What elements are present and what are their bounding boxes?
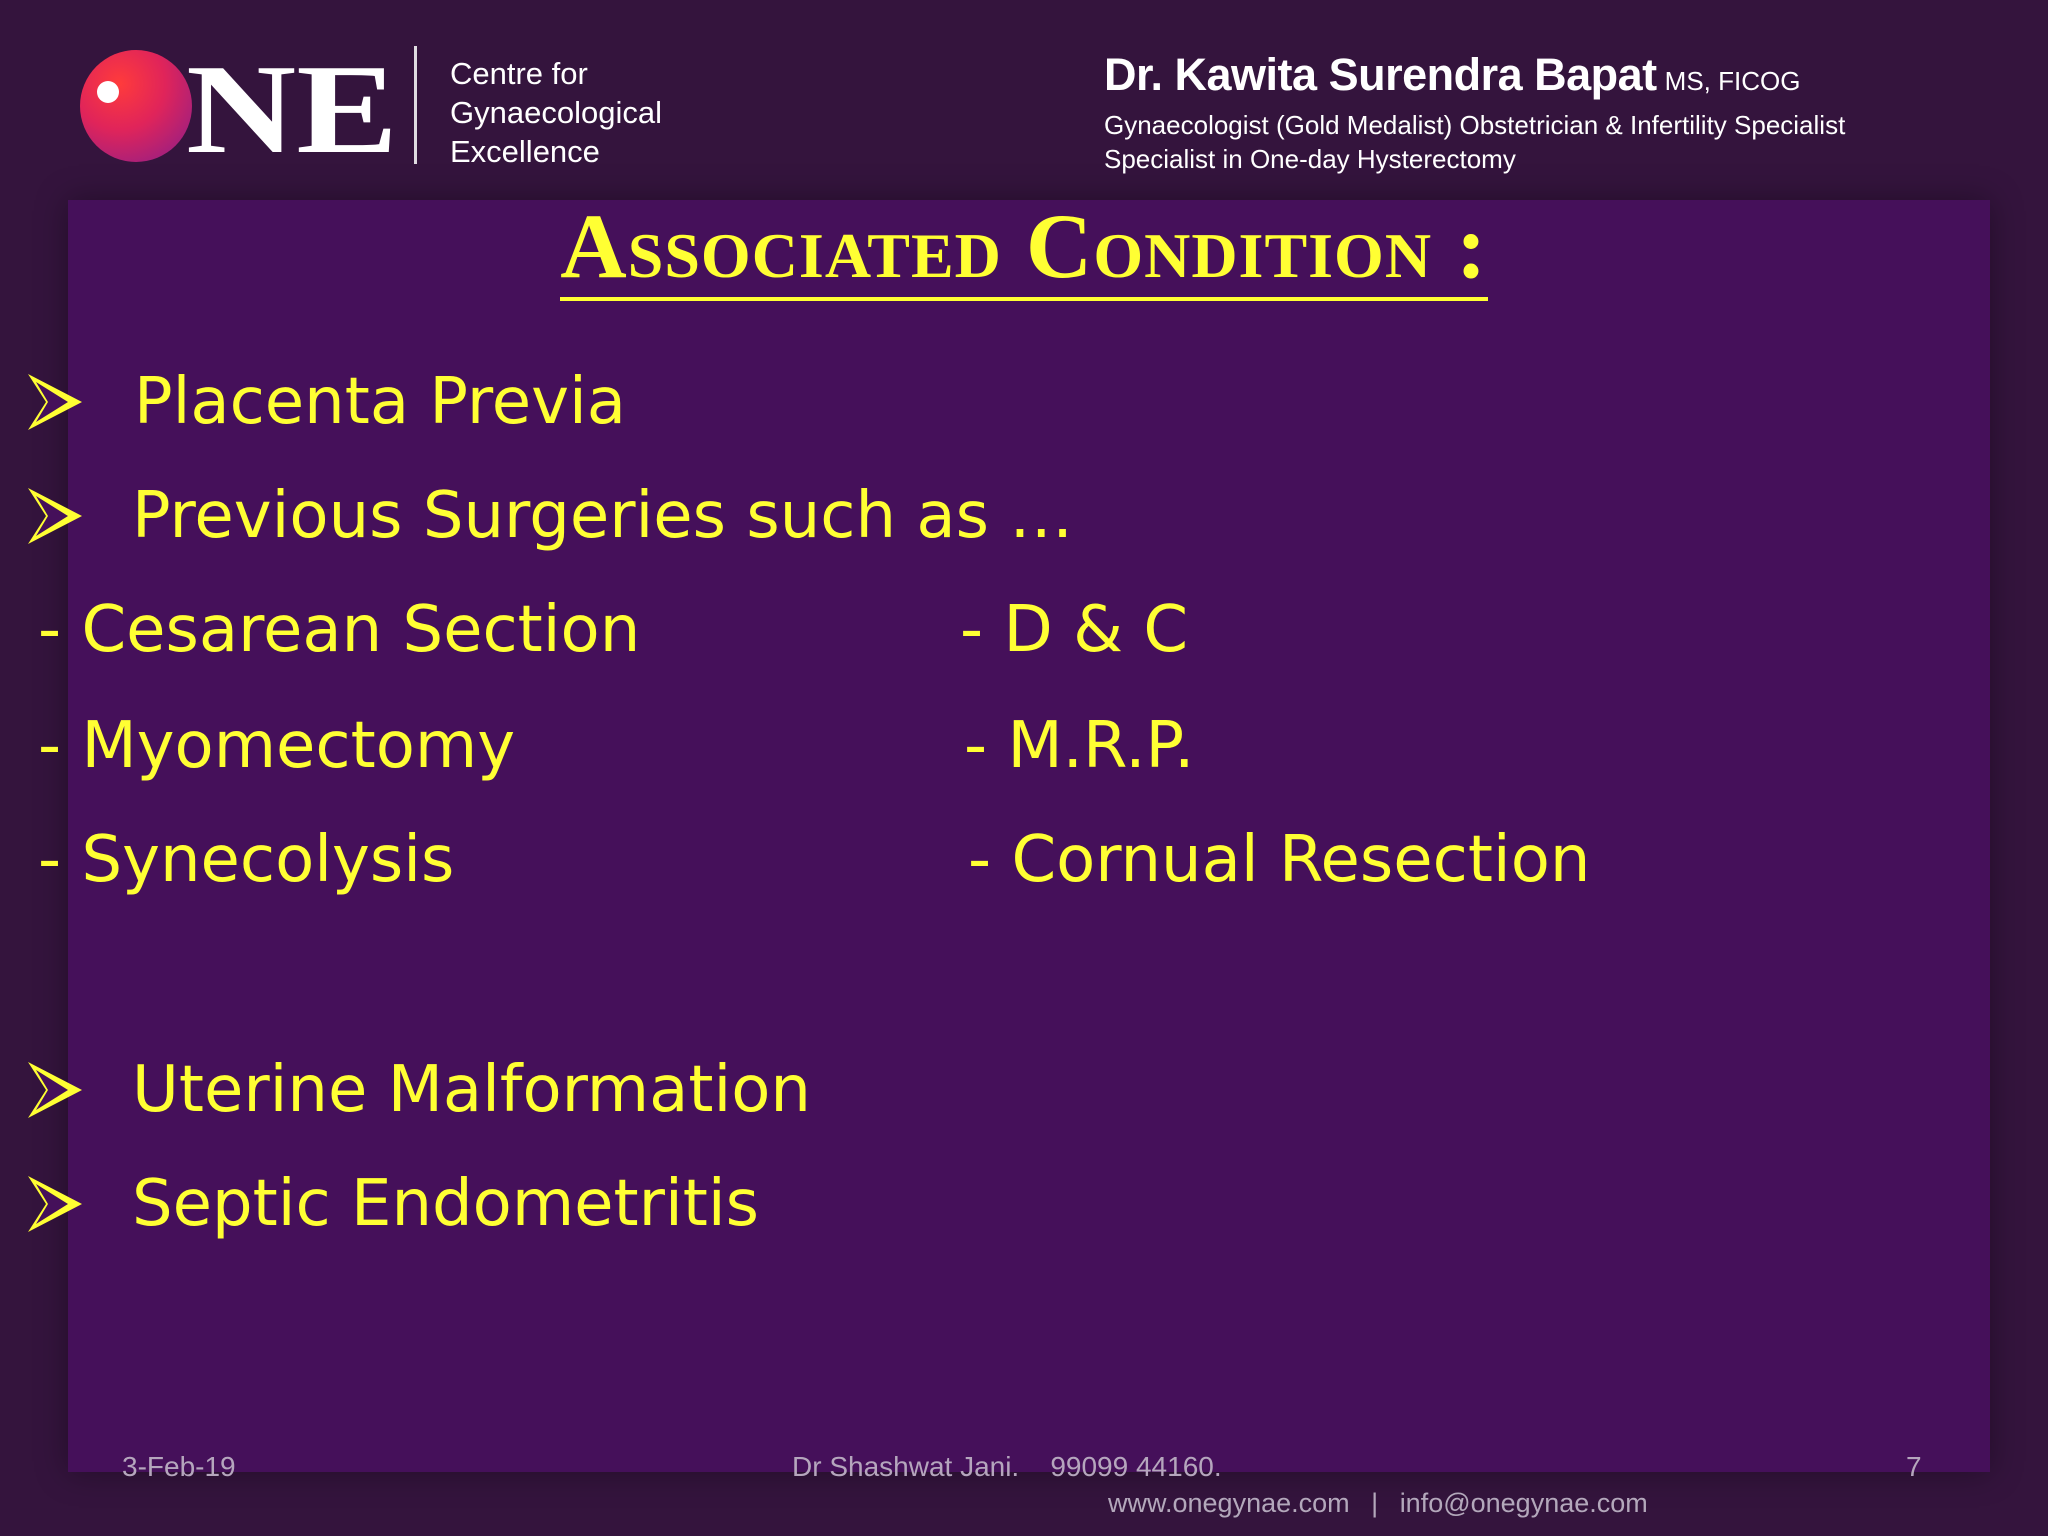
- arrowhead-bullet-icon: [22, 1058, 86, 1122]
- centre-line-1: Centre for: [450, 56, 588, 91]
- surgery-item: - Cornual Resection: [968, 823, 1591, 897]
- doctor-info: [1104, 48, 1845, 176]
- footer-contact: [1108, 1486, 1648, 1520]
- surgery-item: - Synecolysis: [38, 823, 455, 897]
- doctor-specialty-2: Specialist in One-day Hysterectomy: [1104, 144, 1516, 174]
- surgery-item: - Myomectomy: [38, 709, 516, 783]
- email-link[interactable]: info@onegynae.com: [1399, 1488, 1648, 1518]
- logo-dot-icon: [97, 81, 119, 103]
- surgery-item: - Cesarean Section: [38, 593, 641, 667]
- contact-separator: |: [1371, 1488, 1379, 1518]
- page-number: 7: [1906, 1451, 1922, 1482]
- centre-name: [450, 54, 662, 171]
- bullet-text: Uterine Malformation: [132, 1053, 811, 1127]
- surgery-item: - M.R.P.: [964, 709, 1195, 783]
- centre-line-2: Gynaecological: [450, 95, 662, 130]
- doctor-name: Dr. Kawita Surendra Bapat: [1104, 49, 1657, 100]
- arrowhead-bullet-icon: [22, 370, 86, 434]
- slide-title: [0, 196, 2048, 296]
- footer-presenter: Dr Shashwat Jani. 99099 44160.: [792, 1451, 1222, 1482]
- surgery-item: - D & C: [960, 593, 1188, 667]
- bullet-text: Previous Surgeries such as …: [132, 479, 1074, 553]
- bullet-text: Septic Endometritis: [132, 1167, 759, 1241]
- footer-date: 3-Feb-19: [122, 1451, 236, 1482]
- doctor-name-line: [1104, 48, 1845, 108]
- one-logo: [78, 48, 398, 168]
- doctor-specialty: Gynaecologist (Gold Medalist) Obstetrician & Infertility Specialist: [1104, 110, 1846, 140]
- bullet-text: Placenta Previa: [134, 365, 626, 439]
- centre-line-3: Excellence: [450, 134, 600, 169]
- doctor-qualifications: MS, FICOG: [1664, 66, 1801, 96]
- logo-divider: [414, 46, 417, 164]
- arrowhead-bullet-icon: [22, 484, 86, 548]
- arrowhead-bullet-icon: [22, 1172, 86, 1236]
- website-link[interactable]: www.onegynae.com: [1108, 1488, 1350, 1518]
- logo-circle-icon: [80, 50, 192, 162]
- logo-text: NE: [186, 48, 398, 168]
- slide-title-text: Associated Condition :: [560, 195, 1487, 301]
